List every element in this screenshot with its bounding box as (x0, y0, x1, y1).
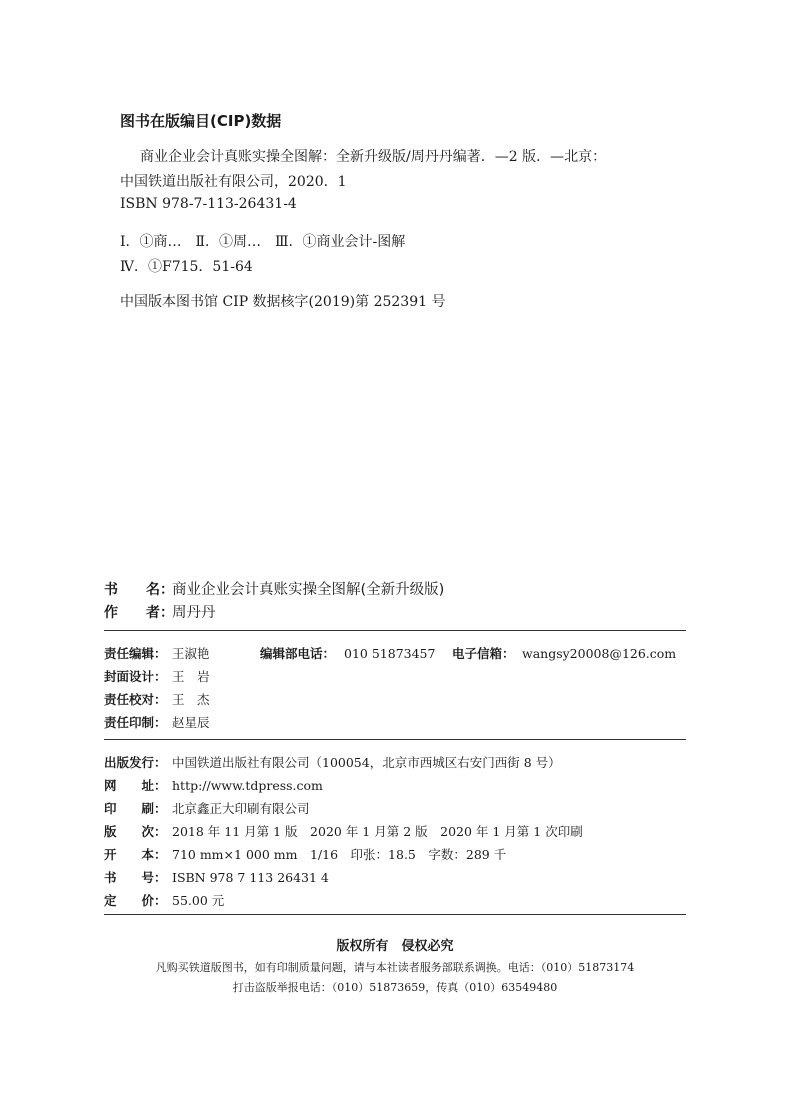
price-value: 55.00 元 (172, 893, 225, 908)
editor-row (104, 644, 676, 662)
proofreader-label: 责任校对： (104, 692, 167, 707)
isbn-label: 书 号： (104, 870, 167, 885)
publisher-label: 出版发行： (104, 755, 167, 770)
cover-design-label: 封面设计： (104, 669, 167, 684)
isbn-value: ISBN 978 7 113 26431 4 (172, 870, 329, 885)
printer-value: 北京鑫正大印刷有限公司 (172, 801, 310, 816)
edition-label: 版 次： (104, 824, 167, 839)
cip-line-isbn: ISBN 978-7-113-26431-4 (120, 196, 297, 212)
cip-line-record: 中国版本图书馆 CIP 数据核字(2019)第 252391 号 (120, 294, 446, 310)
publisher-row (104, 753, 561, 771)
print-manager-label: 责任印制： (104, 715, 167, 730)
printer-row (104, 799, 310, 817)
divider-3 (104, 914, 686, 915)
format-label: 开 本： (104, 847, 167, 862)
publisher-value: 中国铁道出版社有限公司（100054，北京市西城区右安门西街 8 号） (172, 755, 561, 770)
print-manager-row (104, 713, 210, 731)
editor-value: 王淑艳 (172, 646, 210, 661)
cip-line-title: 商业企业会计真账实操全图解：全新升级版/周丹丹编著．—2 版．—北京： (140, 149, 607, 165)
cip-title: 图书在版编目(CIP)数据 (120, 112, 282, 130)
format-row (104, 845, 506, 863)
email-label: 电子信箱： (452, 646, 515, 661)
website-label: 网 址： (104, 778, 167, 793)
proofreader-row (104, 690, 210, 708)
book-title-row (104, 578, 444, 599)
author-label: 作 者： (104, 605, 174, 621)
edition-value: 2018 年 11 月第 1 版 2020 年 1 月第 2 版 2020 年 1 月第 1 次印刷 (172, 824, 583, 839)
phone-value: 010 51873457 (344, 646, 436, 661)
phone-label: 编辑部电话： (260, 646, 336, 661)
printer-label: 印 刷： (104, 801, 167, 816)
cover-design-value: 王 岩 (172, 669, 210, 684)
cover-design-row (104, 667, 210, 685)
website-value: http://www.tdpress.com (172, 778, 323, 793)
author-row (104, 601, 216, 622)
book-title-value: 商业企业会计真账实操全图解(全新升级版) (172, 582, 445, 598)
editor-label: 责任编辑： (104, 646, 167, 661)
price-row (104, 891, 224, 909)
email-value: wangsy20008@126.com (522, 646, 677, 661)
cip-line-subjects: Ⅰ．①商… Ⅱ．①周… Ⅲ．①商业会计-图解 (120, 234, 406, 250)
cip-line-classification: Ⅳ．①F715．51-64 (120, 259, 253, 275)
isbn-row (104, 868, 329, 886)
format-value: 710 mm×1 000 mm 1/16 印张：18.5 字数：289 千 (172, 847, 507, 862)
author-value: 周丹丹 (172, 605, 216, 621)
divider-1 (104, 630, 686, 631)
print-manager-value: 赵星辰 (172, 715, 210, 730)
divider-2 (104, 739, 686, 740)
website-row (104, 776, 323, 794)
proofreader-value: 王 杰 (172, 692, 210, 707)
price-label: 定 价： (104, 893, 167, 908)
service-note: 凡购买铁道版图书，如有印制质量问题，请与本社读者服务部联系调换。电话：（010）51873174 (155, 961, 635, 974)
piracy-report-note: 打击盗版举报电话：（010）51873659，传真（010）63549480 (232, 981, 558, 994)
book-title-label: 书 名： (104, 582, 174, 598)
rights-statement: 版权所有 侵权必究 (336, 939, 454, 954)
cip-line-publisher: 中国铁道出版社有限公司，2020．1 (120, 174, 347, 190)
edition-row (104, 822, 583, 840)
